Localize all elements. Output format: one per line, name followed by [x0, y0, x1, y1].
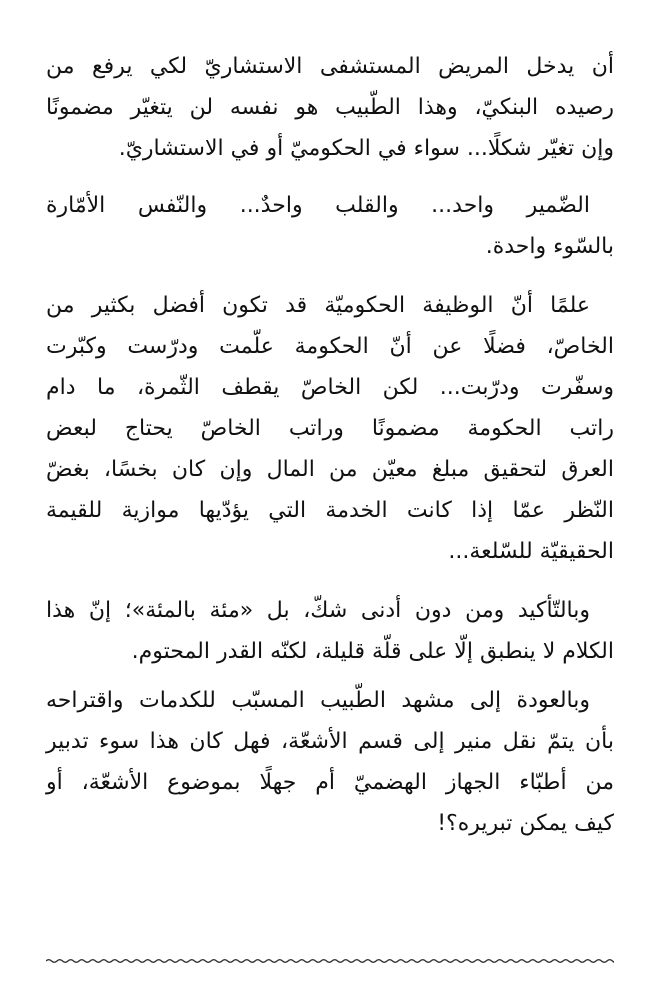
text-line: من أطبّاء الجهاز الهضميّ أم جهلًا بموضوع الأشعّة، أو: [46, 770, 614, 795]
text-line: الخاصّ، فضلًا عن أنّ الحكومة علّمت ودرّست وكبّرت: [46, 334, 614, 359]
text-line: وسفّرت ودرّبت... لكن الخاصّ يقطف الثّمرة، ما دام: [46, 375, 614, 400]
text-line: علمًا أنّ الوظيفة الحكوميّة قد تكون أفضل بكثير من: [46, 293, 590, 318]
text-line: كيف يمكن تبريره؟!: [437, 811, 614, 836]
text-line: وإن تغيّر شكلًا... سواء في الحكوميّ أو في الاستشاريّ.: [118, 136, 614, 161]
text-line: بالسّوء واحدة.: [485, 234, 614, 259]
text-line: رصيده البنكيّ، وهذا الطّبيب هو نفسه لن يتغيّر مضمونًا: [46, 95, 614, 120]
text-line: وبالعودة إلى مشهد الطّبيب المسبّب للكدمات واقتراحه: [46, 688, 590, 713]
text-line: راتب الحكومة مضمونًا وراتب الخاصّ يحتاج لبعض: [46, 416, 614, 441]
text-line: الضّمير واحد... والقلب واحدٌ... والنّفس الأمّارة: [46, 193, 590, 218]
text-line: الكلام لا ينطبق إلّا على قلّة قليلة، لكنّه القدر المحتوم.: [131, 639, 614, 664]
text-line: أن يدخل المريض المستشفى الاستشاريّ لكي يرفع من: [46, 54, 614, 79]
wavy-divider-line: [46, 960, 614, 963]
paragraph-2: [46, 185, 614, 267]
paragraph-1: [46, 46, 614, 169]
text-line: النّظر عمّا إذا كانت الخدمة التي يؤدّيها موازية للقيمة: [46, 498, 614, 523]
text-line: بأن يتمّ نقل منير إلى قسم الأشعّة، فهل كان هذا سوء تدبير: [46, 729, 614, 754]
book-page: [46, 46, 614, 946]
paragraph-4: [46, 590, 614, 672]
paragraph-3: [46, 285, 614, 572]
text-line: وبالتّأكيد ومن دون أدنى شكّ، بل «مئة بالمئة»؛ إنّ هذا: [46, 598, 590, 623]
paragraph-5: [46, 680, 614, 844]
wavy-divider: [46, 954, 614, 968]
text-line: العرق لتحقيق مبلغ معيّن من المال وإن كان بخسًا، بغضّ: [46, 457, 614, 482]
text-line: الحقيقيّة للسّلعة...: [448, 539, 614, 564]
